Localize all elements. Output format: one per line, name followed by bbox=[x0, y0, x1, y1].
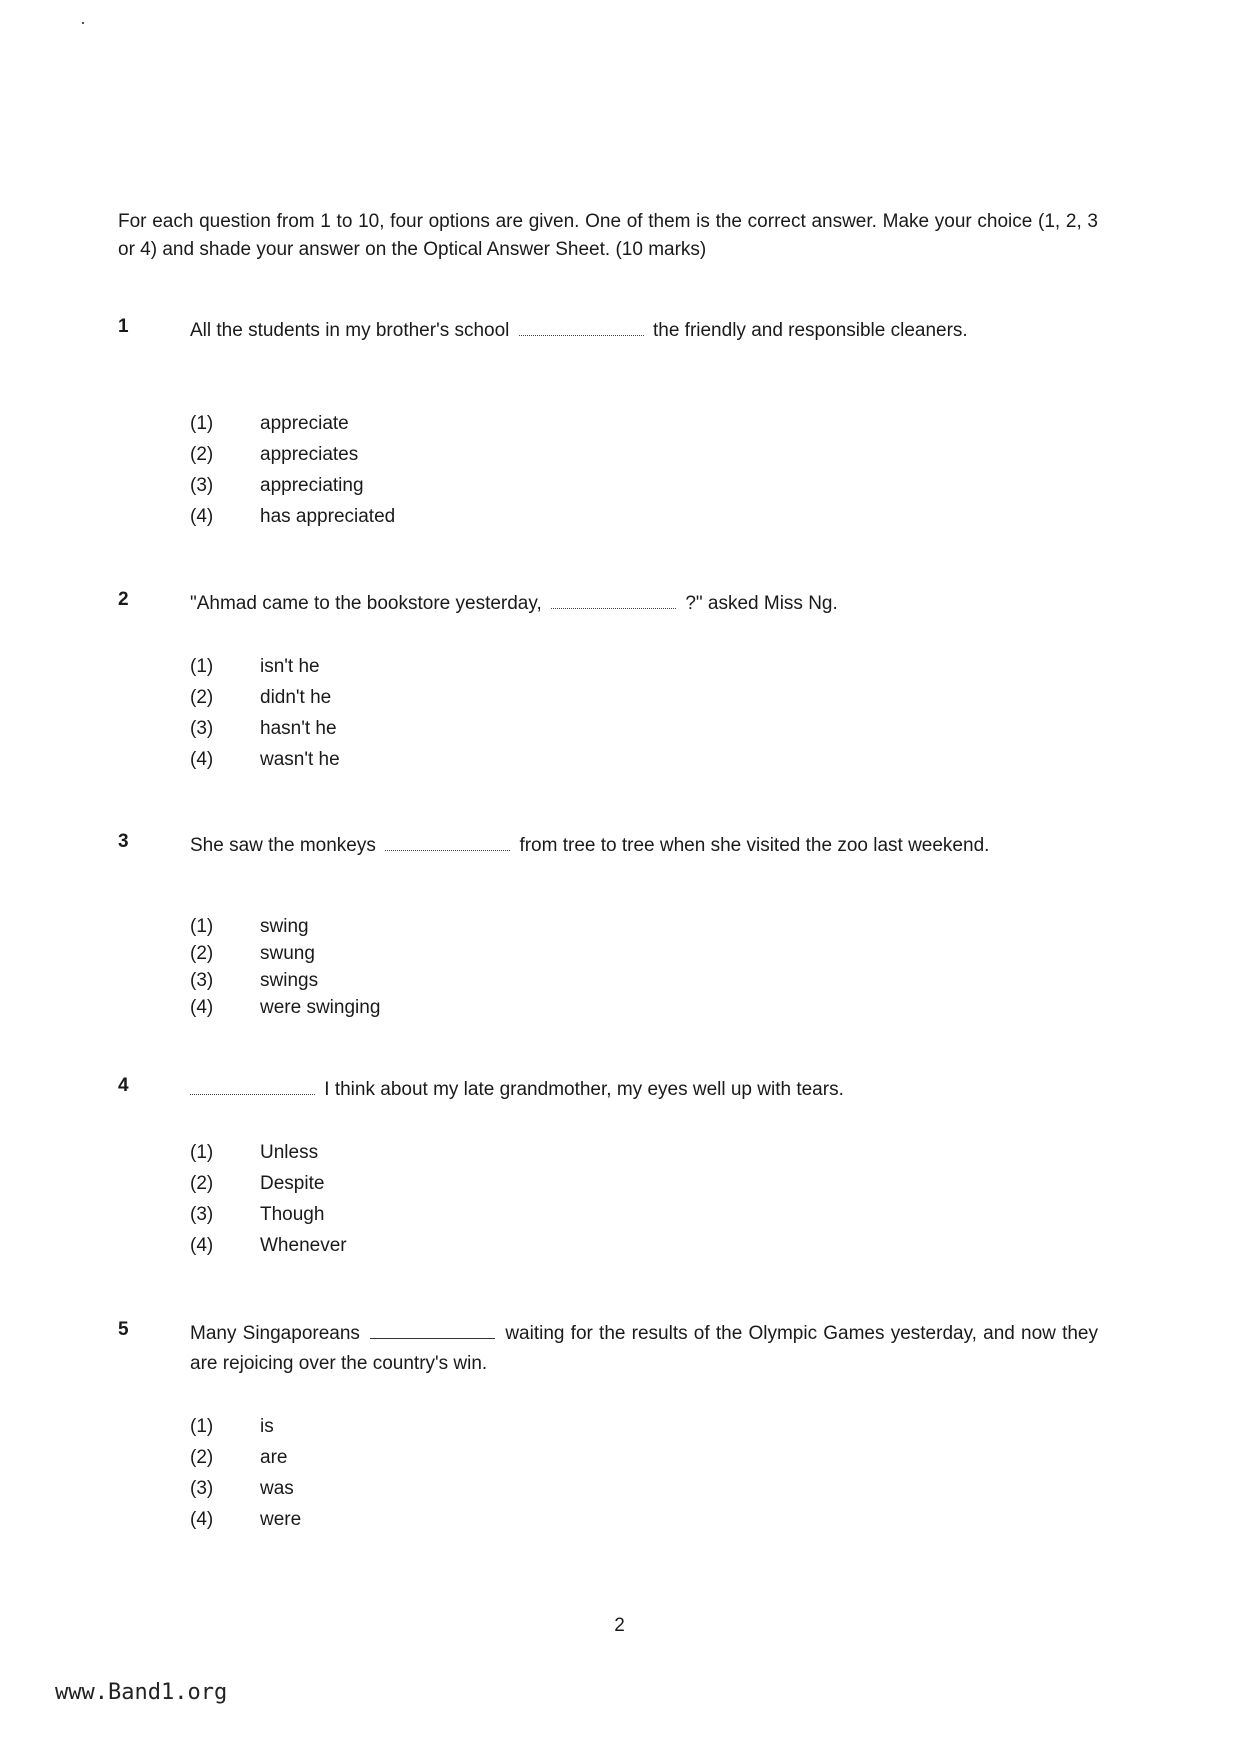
question-number: 5 bbox=[118, 1319, 129, 1340]
options-list bbox=[190, 408, 790, 532]
page-number: 2 bbox=[614, 1615, 625, 1636]
option: (2) swung bbox=[190, 943, 315, 964]
question-number: 4 bbox=[118, 1075, 129, 1096]
option: (4) were bbox=[190, 1509, 302, 1530]
option: (1) appreciate bbox=[190, 413, 349, 434]
question-stem: All the students in my brother's school the friendly and responsible cleaners. bbox=[190, 320, 968, 341]
question-stem: "Ahmad came to the bookstore yesterday, ?" asked Miss Ng. bbox=[190, 593, 838, 614]
question-number: 3 bbox=[118, 831, 129, 852]
answer-blank bbox=[519, 334, 644, 336]
answer-blank bbox=[370, 1337, 495, 1339]
question-number: 1 bbox=[118, 316, 129, 337]
answer-blank bbox=[385, 849, 510, 851]
question-stem: I think about my late grandmother, my eyes well up with tears. bbox=[190, 1075, 1098, 1105]
option: (1) Unless bbox=[190, 1142, 319, 1163]
scan-speck bbox=[82, 22, 84, 24]
options-list bbox=[190, 1137, 790, 1261]
question-number: 2 bbox=[118, 589, 129, 610]
option: (4) has appreciated bbox=[190, 506, 396, 527]
answer-blank bbox=[551, 607, 676, 609]
option: (3) swings bbox=[190, 970, 319, 991]
options-list bbox=[190, 913, 790, 1021]
option: (2) are bbox=[190, 1447, 288, 1468]
option: (3) appreciating bbox=[190, 475, 364, 496]
option: (3) Though bbox=[190, 1204, 325, 1225]
option: (3) hasn't he bbox=[190, 718, 337, 739]
option: (4) Whenever bbox=[190, 1235, 347, 1256]
instructions: For each question from 1 to 10, four options are given. One of them is the correct answer. Make your choice (1, 2, 3 or 4) and shade your answer on the Optical Answer Sheet. (10 marks) bbox=[118, 211, 1098, 260]
question-stem: She saw the monkeys from tree to tree when she visited the zoo last weekend. bbox=[190, 835, 990, 856]
option: (3) was bbox=[190, 1478, 294, 1499]
footer-url: www.Band1.org bbox=[55, 1680, 228, 1705]
option: (2) Despite bbox=[190, 1173, 325, 1194]
option: (1) swing bbox=[190, 916, 309, 937]
option: (4) were swinging bbox=[190, 997, 381, 1018]
answer-blank bbox=[190, 1093, 315, 1095]
options-list bbox=[190, 651, 790, 775]
question-stem: Many Singaporeans waiting for the results of the Olympic Games yesterday, and now they are rejoicing over the country's win. bbox=[190, 1323, 1098, 1374]
option: (1) isn't he bbox=[190, 656, 320, 677]
options-list bbox=[190, 1411, 790, 1535]
option: (2) appreciates bbox=[190, 444, 359, 465]
option: (4) wasn't he bbox=[190, 749, 340, 770]
option: (2) didn't he bbox=[190, 687, 332, 708]
option: (1) is bbox=[190, 1416, 274, 1437]
